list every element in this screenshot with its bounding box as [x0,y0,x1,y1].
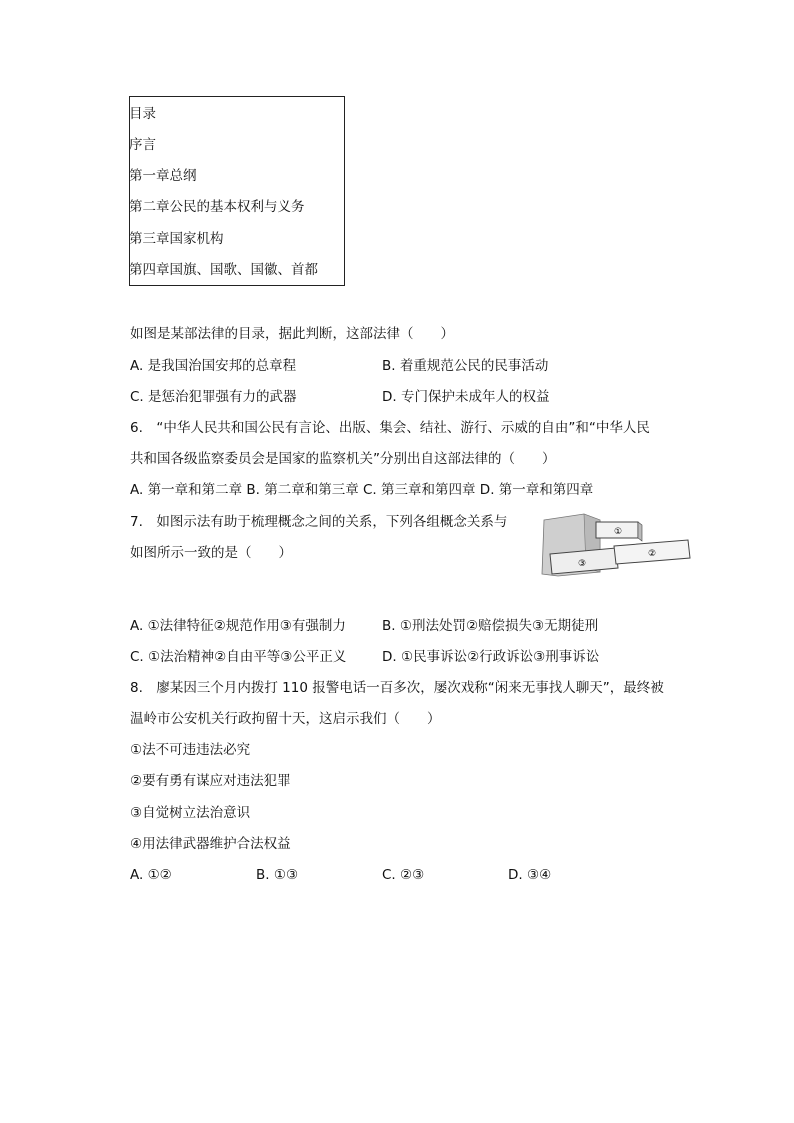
toc-line-title: 目录 [129,106,156,122]
q7-option-a: A. ①法律特征②规范作用③有强制力 [130,618,346,634]
q6-stem-line1: 6. “中华人民共和国公民有言论、出版、集会、结社、游行、示威的自由”和“中华人民 [130,420,650,436]
q8-statement-2: ②要有勇有谋应对违法犯罪 [130,773,291,789]
q8-option-c: C. ②③ [382,867,425,883]
q8-option-b: B. ①③ [256,867,299,883]
q8-statement-3: ③自觉树立法治意识 [130,805,251,821]
q8-stem-line2: 温岭市公安机关行政拘留十天，这启示我们（ ） [130,711,441,727]
q8-option-d: D. ③④ [508,867,552,883]
q7-option-c: C. ①法治精神②自由平等③公平正义 [130,649,347,665]
q7-stem-line2: 如图所示一致的是（ ） [130,545,292,561]
q5-option-c: C. 是惩治犯罪强有力的武器 [130,389,297,405]
q6-options: A. 第一章和第二章 B. 第二章和第三章 C. 第三章和第四章 D. 第一章和第四章 [130,482,594,498]
toc-line-ch2: 第二章公民的基本权利与义务 [129,199,305,215]
toc-line-ch3: 第三章国家机构 [129,231,224,247]
toc-box [129,96,345,286]
q5-option-d: D. 专门保护未成年人的权益 [382,389,550,405]
q5-option-b: B. 着重规范公民的民事活动 [382,358,549,374]
figure-label-1: ① [613,527,623,537]
q6-stem-line2: 共和国各级监察委员会是国家的监察机关”分别出自这部法律的（ ） [130,451,556,467]
q8-stem-line1: 8. 廖某因三个月内拨打 110 报警电话一百多次，屡次戏称“闲来无事找人聊天”，最终被 [130,680,664,696]
figure-label-2: ② [647,549,657,559]
q7-option-b: B. ①刑法处罚②赔偿损失③无期徒刑 [382,618,599,634]
q5-stem: 如图是某部法律的目录，据此判断，这部法律（ ） [130,326,454,342]
toc-line-ch1: 第一章总纲 [129,168,197,184]
concept-relation-figure [538,512,694,578]
q8-statement-1: ①法不可违违法必究 [130,742,251,758]
q7-stem-line1: 7. 如图示法有助于梳理概念之间的关系，下列各组概念关系与 [130,514,508,530]
q8-option-a: A. ①② [130,867,172,883]
figure-label-3: ③ [577,559,587,569]
q8-statement-4: ④用法律武器维护合法权益 [130,836,291,852]
q7-option-d: D. ①民事诉讼②行政诉讼③刑事诉讼 [382,649,600,665]
toc-line-preface: 序言 [129,137,156,153]
q5-option-a: A. 是我国治国安邦的总章程 [130,358,297,374]
toc-line-ch4: 第四章国旗、国歌、国徽、首都 [129,262,318,278]
